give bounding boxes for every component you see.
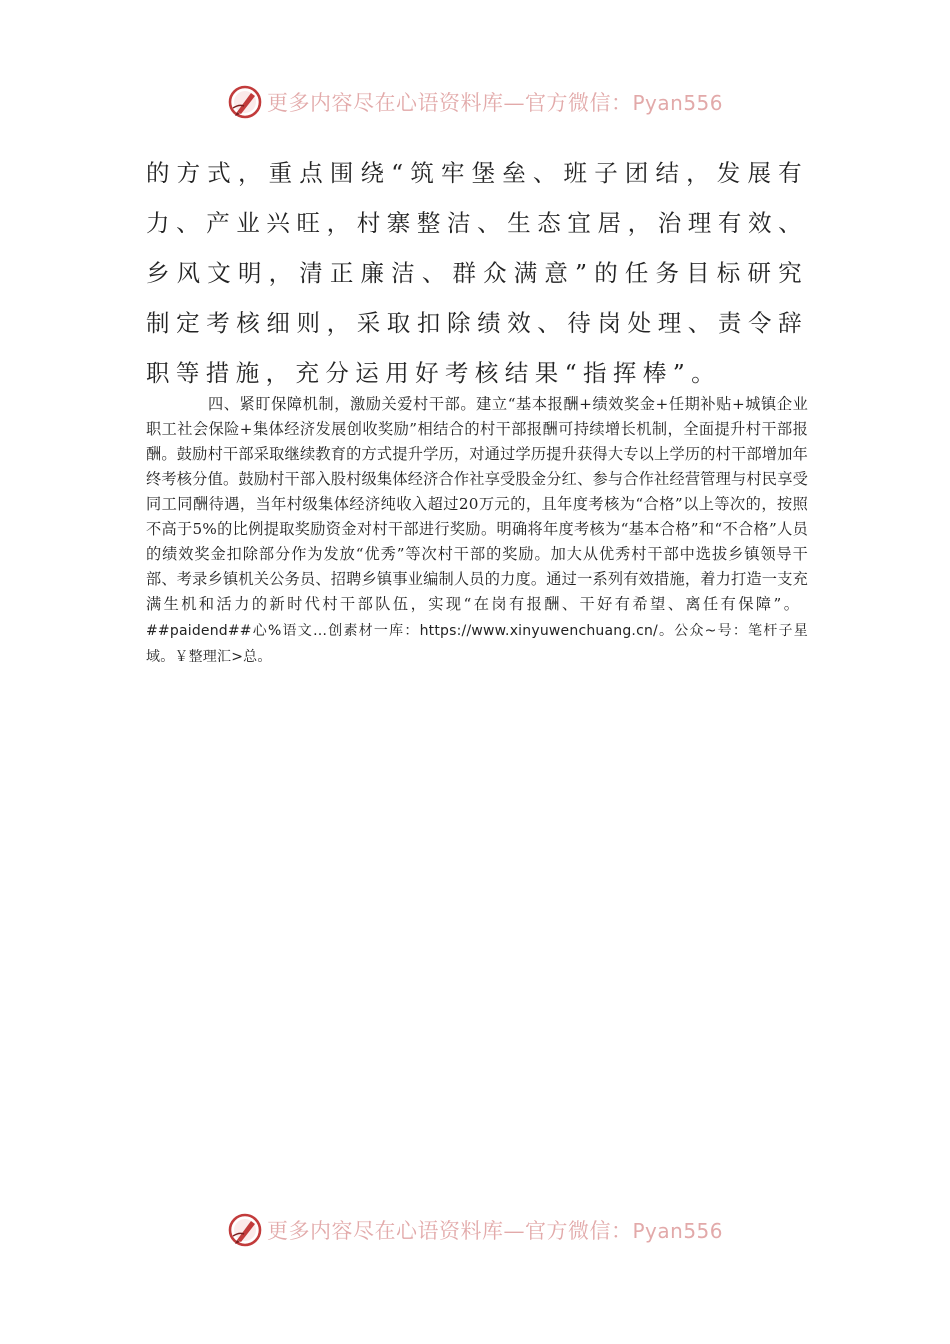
pen-logo-icon xyxy=(227,84,263,120)
trailing-source-text: ##paidend##心%语文…创素材一库：https://www.xinyuwenchuang.cn/。公众~号：笔杆子星域。￥整理汇>总。 xyxy=(146,597,808,665)
watermark-site-text: 更多内容尽在心语资料库 xyxy=(266,1219,504,1243)
section-four-paragraph xyxy=(146,392,808,670)
watermark-dash: — xyxy=(503,91,525,115)
watermark-site-text: 更多内容尽在心语资料库 xyxy=(266,91,504,115)
pen-logo-icon xyxy=(227,1212,263,1248)
watermark-wechat-id: Pyan556 xyxy=(632,1219,723,1243)
footer-watermark-banner xyxy=(0,1208,950,1252)
watermark-wechat-id: Pyan556 xyxy=(632,91,723,115)
watermark-dash: — xyxy=(503,1219,525,1243)
watermark-wechat-label: 官方微信： xyxy=(524,1219,633,1243)
section-four-text: 四、紧盯保障机制，激励关爱村干部。建立“基本报酬+绩效奖金+任期补贴+城镇企业职工社会保险+集体经济发展创收奖励”相结合的村干部报酬可持续增长机制，全面提升村干部报酬。鼓励村干部采取继续教育的方式提升学历，对通过学历提升获得大专以上学历的村干部增加年终考核分值。鼓励村干部入股村级集体经济合作社享受股金分红、参与合作社经营管理与村民享受同工同酬待遇，当年村级集体经济纯收入超过20万元的，且年度考核为“合格”以上等次的，按照不高于5%的比例提取奖励资金对村干部进行奖励。明确将年度考核为“基本合格”和“不合格”人员的绩效奖金扣除部分作为发放“优秀”等次村干部的奖励。加大从优秀村干部中选拔乡镇领导干部、考录乡镇机关公务员、招聘乡镇事业编制人员的力度。通过一系列有效措施，着力打造一支充满生机和活力的新时代村干部队伍，实现“在岗有报酬、干好有希望、离任有保障”。 xyxy=(146,395,808,613)
watermark-text xyxy=(267,87,723,117)
watermark-wechat-label: 官方微信： xyxy=(524,91,633,115)
large-body-paragraph: 的方式，重点围绕“筑牢堡垒、班子团结，发展有力、产业兴旺，村寨整洁、生态宜居，治理有效、乡风文明，清正廉洁、群众满意”的任务目标研究制定考核细则，采取扣除绩效、待岗处理、责令辞职等措施，充分运用好考核结果“指挥棒”。 xyxy=(146,159,808,387)
watermark-text xyxy=(267,1215,723,1245)
header-watermark-banner xyxy=(0,80,950,124)
